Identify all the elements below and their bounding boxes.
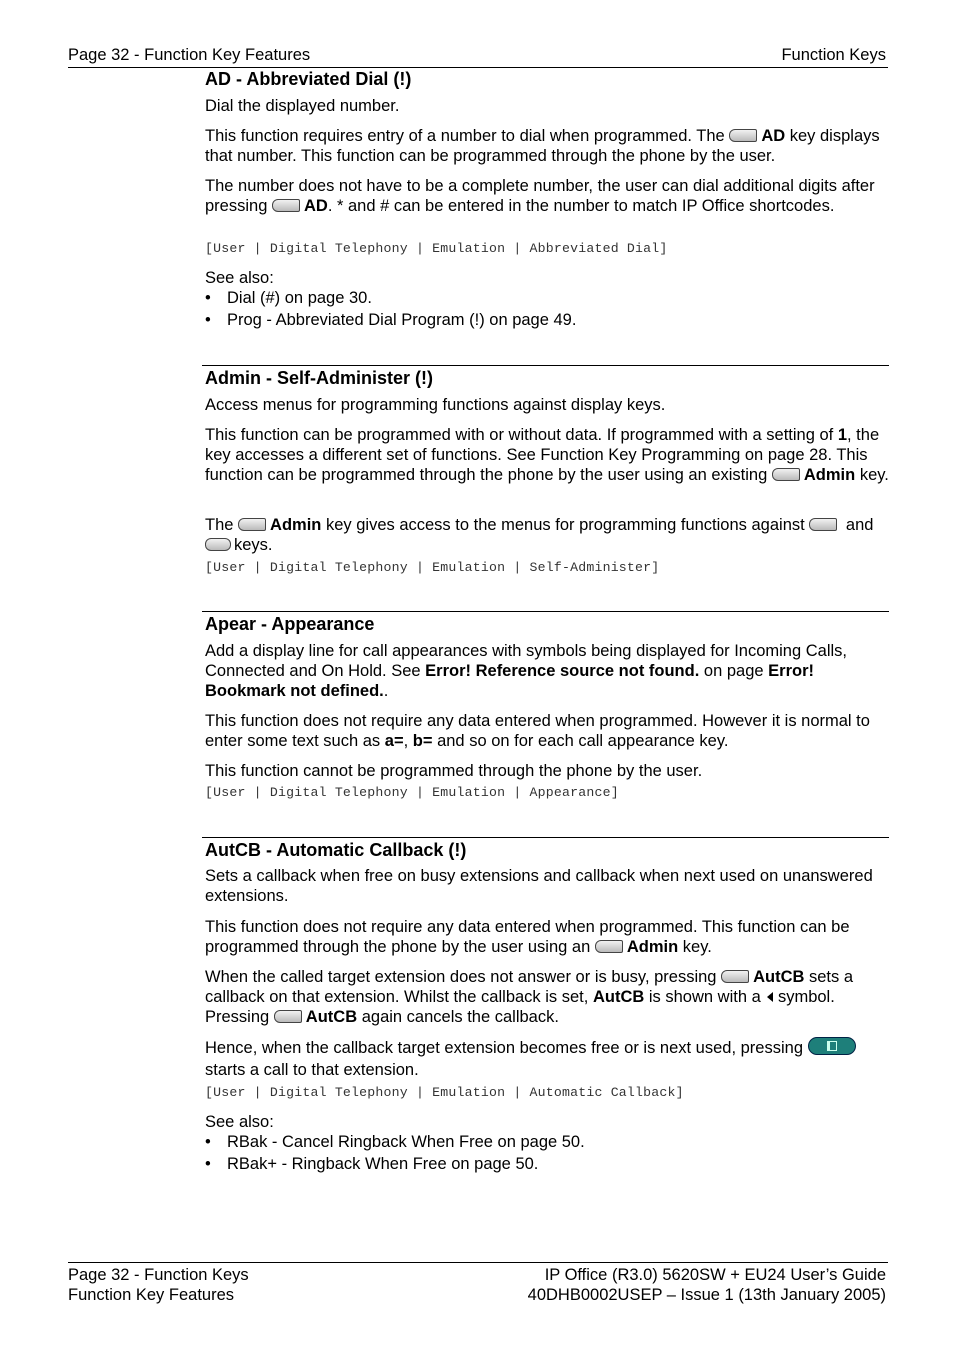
speaker-button-icon bbox=[808, 1037, 856, 1055]
admin-paragraph-2: This function can be programmed with or without data. If programmed with a setting of 1, the key accesses a different set of functions. See Function Key Programming on page 28. This function can be programmed through the phone by the user using an existing Admin key. bbox=[205, 426, 889, 484]
ad-see-also: See also: bbox=[205, 269, 274, 287]
section-title-ad: AD - Abbreviated Dial (!) bbox=[205, 69, 412, 89]
ad-key-label: AD bbox=[761, 127, 786, 145]
ad-key-label: AD bbox=[303, 197, 328, 215]
display-key-icon bbox=[729, 129, 757, 142]
section-rule bbox=[202, 611, 889, 612]
display-key-icon bbox=[772, 468, 800, 481]
autcb-paragraph-4: Hence, when the callback target extension becomes free or is next used, pressing starts a call to that extension. bbox=[205, 1037, 889, 1081]
display-key-icon bbox=[238, 518, 266, 531]
apear-paragraph-3: This function cannot be programmed through the phone by the user. bbox=[205, 762, 703, 780]
list-item[interactable]: • Dial (#) on page 30. bbox=[205, 287, 576, 309]
display-key-icon bbox=[721, 970, 749, 983]
apear-paragraph-2: This function does not require any data entered when programmed. However it is normal to enter some text such as a=, b= and so on for each call appearance key. bbox=[205, 712, 870, 750]
header-rule bbox=[68, 67, 888, 68]
page-footer-right: IP Office (R3.0) 5620SW + EU24 User’s Guide 40DHB0002USEP – Issue 1 (13th January 2005) bbox=[527, 1266, 886, 1304]
display-key-icon bbox=[809, 518, 837, 531]
section-rule bbox=[202, 837, 889, 838]
apear-config-path: [User | Digital Telephony | Emulation | Appearance] bbox=[205, 785, 619, 800]
list-item[interactable]: • RBak - Cancel Ringback When Free on page 50. bbox=[205, 1131, 585, 1153]
list-item[interactable]: • RBak+ - Ringback When Free on page 50. bbox=[205, 1153, 585, 1175]
page-footer-left: Page 32 - Function Keys Function Key Features bbox=[68, 1266, 249, 1304]
callback-arrow-icon bbox=[767, 992, 773, 1002]
ad-paragraph-3: The number does not have to be a complete number, the user can dial additional digits after pressing AD. * and # can be entered in the number to match IP Office shortcodes. bbox=[205, 177, 875, 215]
autcb-description: Sets a callback when free on busy extensions and callback when next used on unanswered extensions. bbox=[205, 867, 873, 905]
section-title-autcb: AutCB - Automatic Callback (!) bbox=[205, 840, 467, 860]
page-header-left: Page 32 - Function Key Features bbox=[68, 46, 311, 64]
admin-description: Access menus for programming functions against display keys. bbox=[205, 396, 666, 414]
display-key-icon bbox=[274, 1010, 302, 1023]
display-key-icon bbox=[272, 199, 300, 212]
display-key-icon bbox=[595, 940, 623, 953]
round-key-icon bbox=[205, 538, 231, 551]
footer-rule bbox=[68, 1262, 888, 1263]
page-header-right: Function Keys bbox=[781, 46, 886, 64]
autcb-config-path: [User | Digital Telephony | Emulation | Automatic Callback] bbox=[205, 1085, 684, 1100]
apear-paragraph-1: Add a display line for call appearances with symbols being displayed for Incoming Calls, Connected and On Hold. See Error! Reference source not found. on page Error! Bookmark not defined.. bbox=[205, 642, 848, 700]
autcb-paragraph-2: This function does not require any data entered when programmed. This function can be programmed through the phone by the user using an Admin key. bbox=[205, 918, 850, 956]
section-title-admin: Admin - Self-Administer (!) bbox=[205, 368, 433, 388]
ad-paragraph-2: This function requires entry of a number to dial when programmed. The AD key displays that number. This function can be programmed through the phone by the user. bbox=[205, 127, 880, 165]
autcb-see-also-list bbox=[205, 1131, 585, 1175]
admin-paragraph-3: The Admin key gives access to the menus for programming functions against and keys. bbox=[205, 516, 874, 554]
admin-config-path: [User | Digital Telephony | Emulation | Self-Administer] bbox=[205, 560, 660, 575]
list-item[interactable]: • Prog - Abbreviated Dial Program (!) on page 49. bbox=[205, 309, 576, 331]
autcb-paragraph-3: When the called target extension does not answer or is busy, pressing AutCB sets a callback on that extension. Whilst the callback is set, AutCB is shown with a symbol. Pressing AutCB again cancels the callback. bbox=[205, 968, 854, 1026]
section-rule bbox=[202, 365, 889, 366]
section-title-apear: Apear - Appearance bbox=[205, 614, 375, 634]
autcb-see-also: See also: bbox=[205, 1113, 274, 1131]
ad-see-also-list bbox=[205, 287, 576, 331]
ad-description: Dial the displayed number. bbox=[205, 97, 400, 115]
ad-config-path: [User | Digital Telephony | Emulation | Abbreviated Dial] bbox=[205, 241, 668, 256]
